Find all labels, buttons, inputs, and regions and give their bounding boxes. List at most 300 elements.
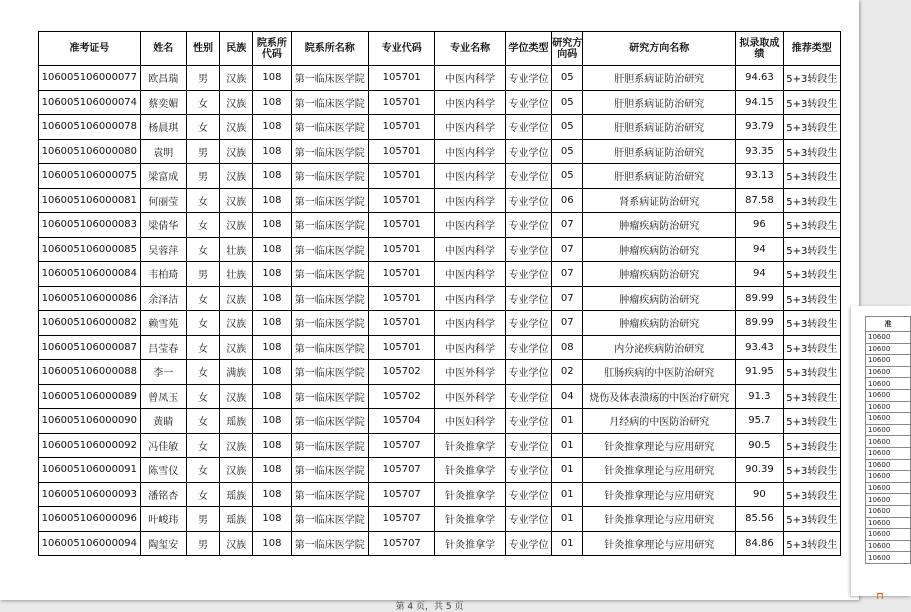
table-cell: 中医外科学 (435, 360, 505, 385)
table-cell: 106005106000075 (39, 164, 141, 189)
table-cell: 汉族 (220, 531, 253, 556)
table-cell: 108 (253, 90, 291, 115)
table-cell: 105701 (369, 164, 435, 189)
table-row (39, 115, 841, 140)
table-cell: 105707 (369, 433, 435, 458)
table-row (39, 286, 841, 311)
table-row (39, 458, 841, 483)
table-cell: 5+3转段生 (783, 531, 840, 556)
table-cell: 女 (186, 384, 219, 409)
next-page-cell: 10600 (866, 401, 911, 413)
table-cell: 93.35 (736, 139, 783, 164)
table-cell: 5+3转段生 (783, 409, 840, 434)
next-page-cell: 10600 (866, 378, 911, 390)
table-cell: 07 (552, 286, 583, 311)
table-cell: 105702 (369, 360, 435, 385)
table-cell: 余泽洁 (140, 286, 186, 311)
table-cell: 90 (736, 482, 783, 507)
table-cell: 84.86 (736, 531, 783, 556)
table-cell: 01 (552, 507, 583, 532)
table-cell: 95.7 (736, 409, 783, 434)
table-cell: 5+3转段生 (783, 213, 840, 238)
next-page-cell: 10600 (866, 494, 911, 506)
table-cell: 黄睛 (140, 409, 186, 434)
table-cell: 108 (253, 164, 291, 189)
table-cell: 05 (552, 66, 583, 91)
column-header: 专业名称 (435, 32, 505, 66)
table-cell: 105701 (369, 262, 435, 287)
table-cell: 106005106000078 (39, 115, 141, 140)
table-cell: 汉族 (220, 90, 253, 115)
table-cell: 02 (552, 360, 583, 385)
table-cell: 5+3转段生 (783, 262, 840, 287)
column-header: 民族 (220, 32, 253, 66)
table-cell: 陈雪仪 (140, 458, 186, 483)
table-cell: 韦柏琦 (140, 262, 186, 287)
table-row (39, 237, 841, 262)
table-cell: 中医内科学 (435, 262, 505, 287)
table-cell: 第一临床医学院 (291, 237, 368, 262)
table-cell: 106005106000089 (39, 384, 141, 409)
table-cell: 5+3转段生 (783, 164, 840, 189)
table-cell: 月经病的中医防治研究 (583, 409, 736, 434)
table-cell: 针灸推拿理论与应用研究 (583, 507, 736, 532)
table-cell: 05 (552, 139, 583, 164)
table-cell: 106005106000077 (39, 66, 141, 91)
table-cell: 汉族 (220, 286, 253, 311)
table-cell: 汉族 (220, 433, 253, 458)
column-header: 推荐类型 (783, 32, 840, 66)
table-cell: 108 (253, 213, 291, 238)
table-cell: 针灸推拿学 (435, 531, 505, 556)
table-cell: 女 (186, 213, 219, 238)
next-page-cell: 10600 (866, 389, 911, 401)
table-row (39, 66, 841, 91)
table-cell: 89.99 (736, 286, 783, 311)
table-row (39, 311, 841, 336)
table-cell: 01 (552, 458, 583, 483)
table-cell: 108 (253, 188, 291, 213)
table-cell: 女 (186, 409, 219, 434)
table-cell: 专业学位 (505, 409, 551, 434)
table-cell: 李一 (140, 360, 186, 385)
table-cell: 108 (253, 311, 291, 336)
table-cell: 第一临床医学院 (291, 507, 368, 532)
table-cell: 叶峻玮 (140, 507, 186, 532)
table-cell: 专业学位 (505, 433, 551, 458)
table-cell: 女 (186, 115, 219, 140)
table-cell: 105701 (369, 335, 435, 360)
table-cell: 肝胆系病证防治研究 (583, 115, 736, 140)
table-cell: 第一临床医学院 (291, 262, 368, 287)
table-cell: 女 (186, 311, 219, 336)
table-cell: 壮族 (220, 237, 253, 262)
table-cell: 中医内科学 (435, 164, 505, 189)
table-cell: 105701 (369, 237, 435, 262)
table-row (39, 188, 841, 213)
table-cell: 男 (186, 164, 219, 189)
table-cell: 106005106000074 (39, 90, 141, 115)
table-cell: 106005106000088 (39, 360, 141, 385)
table-cell: 杨晨琪 (140, 115, 186, 140)
table-cell: 中医内科学 (435, 335, 505, 360)
table-cell: 105707 (369, 458, 435, 483)
table-cell: 第一临床医学院 (291, 66, 368, 91)
table-cell: 男 (186, 139, 219, 164)
table-cell: 106005106000080 (39, 139, 141, 164)
table-cell: 93.43 (736, 335, 783, 360)
next-page-cell: 10600 (866, 529, 911, 541)
table-row (39, 213, 841, 238)
table-row (39, 139, 841, 164)
table-cell: 女 (186, 90, 219, 115)
next-page-cell: 10600 (866, 540, 911, 552)
table-cell: 女 (186, 360, 219, 385)
table-cell: 106005106000086 (39, 286, 141, 311)
table-cell: 肿瘤疾病防治研究 (583, 237, 736, 262)
next-page-cell: 10600 (866, 482, 911, 494)
table-cell: 专业学位 (505, 311, 551, 336)
table-cell: 01 (552, 409, 583, 434)
next-page-cell: 10600 (866, 413, 911, 425)
table-cell: 第一临床医学院 (291, 115, 368, 140)
table-cell: 专业学位 (505, 115, 551, 140)
table-cell: 07 (552, 213, 583, 238)
table-cell: 5+3转段生 (783, 433, 840, 458)
table-cell: 针灸推拿学 (435, 433, 505, 458)
table-row (39, 335, 841, 360)
table-cell: 专业学位 (505, 237, 551, 262)
table-cell: 汉族 (220, 311, 253, 336)
next-page-cell: 10600 (866, 424, 911, 436)
table-cell: 中医内科学 (435, 311, 505, 336)
table-row (39, 384, 841, 409)
table-cell: 108 (253, 115, 291, 140)
table-cell: 87.58 (736, 188, 783, 213)
table-cell: 08 (552, 335, 583, 360)
table-cell: 专业学位 (505, 531, 551, 556)
table-cell: 108 (253, 507, 291, 532)
table-cell: 瑶族 (220, 507, 253, 532)
table-cell: 5+3转段生 (783, 335, 840, 360)
next-page-cell: 10600 (866, 505, 911, 517)
table-cell: 第一临床医学院 (291, 433, 368, 458)
table-cell: 专业学位 (505, 507, 551, 532)
table-cell: 106005106000085 (39, 237, 141, 262)
table-cell: 壮族 (220, 262, 253, 287)
column-header: 姓名 (140, 32, 186, 66)
table-cell: 5+3转段生 (783, 115, 840, 140)
table-cell: 中医内科学 (435, 66, 505, 91)
table-cell: 女 (186, 188, 219, 213)
table-cell: 105707 (369, 507, 435, 532)
table-cell: 第一临床医学院 (291, 139, 368, 164)
table-cell: 专业学位 (505, 188, 551, 213)
column-header: 研究方向码 (552, 32, 583, 66)
next-page-header-cell: 准 (866, 317, 911, 332)
table-cell: 第一临床医学院 (291, 409, 368, 434)
next-page-cell: 10600 (866, 552, 911, 564)
table-cell: 女 (186, 237, 219, 262)
table-cell: 05 (552, 164, 583, 189)
table-cell: 5+3转段生 (783, 360, 840, 385)
table-cell: 赖雪苑 (140, 311, 186, 336)
table-cell: 106005106000087 (39, 335, 141, 360)
table-cell: 中医内科学 (435, 115, 505, 140)
table-cell: 108 (253, 433, 291, 458)
table-cell: 106005106000091 (39, 458, 141, 483)
table-cell: 5+3转段生 (783, 286, 840, 311)
table-cell: 07 (552, 311, 583, 336)
table-cell: 5+3转段生 (783, 237, 840, 262)
table-cell: 肿瘤疾病防治研究 (583, 286, 736, 311)
table-cell: 中医外科学 (435, 384, 505, 409)
table-cell: 欧昌瑞 (140, 66, 186, 91)
table-cell: 5+3转段生 (783, 384, 840, 409)
next-page-cell: 10600 (866, 355, 911, 367)
next-page-cell: 10600 (866, 366, 911, 378)
table-cell: 专业学位 (505, 90, 551, 115)
table-cell: 106005106000092 (39, 433, 141, 458)
table-cell: 第一临床医学院 (291, 482, 368, 507)
table-cell: 105701 (369, 66, 435, 91)
table-cell: 91.95 (736, 360, 783, 385)
table-cell: 106005106000084 (39, 262, 141, 287)
table-cell: 专业学位 (505, 482, 551, 507)
table-cell: 肿瘤疾病防治研究 (583, 262, 736, 287)
table-header (39, 32, 841, 66)
table-cell: 中医妇科学 (435, 409, 505, 434)
table-cell: 针灸推拿理论与应用研究 (583, 531, 736, 556)
table-cell: 108 (253, 360, 291, 385)
table-cell: 冯佳敏 (140, 433, 186, 458)
table-cell: 106005106000093 (39, 482, 141, 507)
table-cell: 第一临床医学院 (291, 458, 368, 483)
table-cell: 肿瘤疾病防治研究 (583, 311, 736, 336)
table-cell: 汉族 (220, 66, 253, 91)
table-cell: 108 (253, 237, 291, 262)
table-cell: 蔡奕媚 (140, 90, 186, 115)
table-cell: 94 (736, 237, 783, 262)
table-cell: 专业学位 (505, 164, 551, 189)
table-cell: 肛肠疾病的中医防治研究 (583, 360, 736, 385)
next-page-table (865, 316, 911, 564)
table-cell: 91.3 (736, 384, 783, 409)
table-cell: 90.5 (736, 433, 783, 458)
table-cell: 吴蓉萍 (140, 237, 186, 262)
column-header: 准考证号 (39, 32, 141, 66)
column-header: 性别 (186, 32, 219, 66)
pdf-tool-icon[interactable]: ⊓ (876, 591, 884, 602)
table-cell: 94.15 (736, 90, 783, 115)
page-footer (0, 599, 859, 612)
next-page-cell: 10600 (866, 459, 911, 471)
table-cell: 04 (552, 384, 583, 409)
table-cell: 105701 (369, 213, 435, 238)
table-cell: 5+3转段生 (783, 139, 840, 164)
column-header: 学位类型 (505, 32, 551, 66)
table-cell: 专业学位 (505, 360, 551, 385)
table-cell: 针灸推拿理论与应用研究 (583, 458, 736, 483)
column-header: 研究方向名称 (583, 32, 736, 66)
table-cell: 潘铭杏 (140, 482, 186, 507)
table-cell: 96 (736, 213, 783, 238)
table-cell: 肝胆系病证防治研究 (583, 66, 736, 91)
table-cell: 01 (552, 531, 583, 556)
table-row (39, 507, 841, 532)
table-cell: 105702 (369, 384, 435, 409)
table-cell: 01 (552, 482, 583, 507)
next-page-cell: 10600 (866, 447, 911, 459)
table-cell: 针灸推拿学 (435, 458, 505, 483)
table-cell: 108 (253, 458, 291, 483)
table-row (39, 433, 841, 458)
table-cell: 中医内科学 (435, 213, 505, 238)
table-cell: 108 (253, 531, 291, 556)
table-cell: 肝胆系病证防治研究 (583, 90, 736, 115)
table-cell: 专业学位 (505, 458, 551, 483)
table-cell: 袁明 (140, 139, 186, 164)
table-cell: 06 (552, 188, 583, 213)
table-cell: 专业学位 (505, 286, 551, 311)
next-page-cell: 10600 (866, 517, 911, 529)
table-cell: 07 (552, 237, 583, 262)
table-cell: 汉族 (220, 458, 253, 483)
table-cell: 女 (186, 286, 219, 311)
table-cell: 108 (253, 482, 291, 507)
table-cell: 汉族 (220, 384, 253, 409)
table-cell: 108 (253, 262, 291, 287)
table-cell: 89.99 (736, 311, 783, 336)
table-cell: 94.63 (736, 66, 783, 91)
table-cell: 第一临床医学院 (291, 311, 368, 336)
table-cell: 106005106000094 (39, 531, 141, 556)
table-cell: 第一临床医学院 (291, 90, 368, 115)
table-cell: 85.56 (736, 507, 783, 532)
table-cell: 第一临床医学院 (291, 335, 368, 360)
table-cell: 105701 (369, 286, 435, 311)
table-cell: 肝胆系病证防治研究 (583, 164, 736, 189)
table-cell: 106005106000082 (39, 311, 141, 336)
table-cell: 肾系病证防治研究 (583, 188, 736, 213)
table-cell: 专业学位 (505, 335, 551, 360)
table-cell: 专业学位 (505, 66, 551, 91)
table-cell: 中医内科学 (435, 286, 505, 311)
table-cell: 第一临床医学院 (291, 188, 368, 213)
table-cell: 何丽莹 (140, 188, 186, 213)
table-row (39, 360, 841, 385)
table-cell: 女 (186, 433, 219, 458)
table-cell: 汉族 (220, 139, 253, 164)
table-cell: 106005106000083 (39, 213, 141, 238)
table-cell: 中医内科学 (435, 237, 505, 262)
next-page-preview[interactable] (851, 306, 911, 596)
table-cell: 108 (253, 409, 291, 434)
table-cell: 105701 (369, 139, 435, 164)
table-cell: 专业学位 (505, 384, 551, 409)
table-cell: 108 (253, 66, 291, 91)
table-cell: 男 (186, 66, 219, 91)
table-cell: 中医内科学 (435, 139, 505, 164)
table-cell: 108 (253, 384, 291, 409)
table-cell: 105701 (369, 311, 435, 336)
table-cell: 106005106000081 (39, 188, 141, 213)
header-row (39, 32, 841, 66)
table-row (39, 482, 841, 507)
table-cell: 108 (253, 335, 291, 360)
table-cell: 针灸推拿理论与应用研究 (583, 482, 736, 507)
table-cell: 女 (186, 458, 219, 483)
table-cell: 105701 (369, 115, 435, 140)
next-page-cell: 10600 (866, 343, 911, 355)
table-cell: 针灸推拿学 (435, 482, 505, 507)
table-cell: 90.39 (736, 458, 783, 483)
table-cell: 专业学位 (505, 139, 551, 164)
table-cell: 106005106000090 (39, 409, 141, 434)
table-row (39, 409, 841, 434)
table-cell: 第一临床医学院 (291, 360, 368, 385)
table-row (39, 262, 841, 287)
table-cell: 曾凤玉 (140, 384, 186, 409)
column-header: 专业代码 (369, 32, 435, 66)
table-cell: 105701 (369, 188, 435, 213)
table-cell: 男 (186, 262, 219, 287)
page-number-text: 第 4 页，共 5 页 (395, 602, 464, 612)
table-cell: 梁富成 (140, 164, 186, 189)
table-cell: 专业学位 (505, 213, 551, 238)
table-cell: 07 (552, 262, 583, 287)
table-cell: 汉族 (220, 213, 253, 238)
table-cell: 汉族 (220, 115, 253, 140)
table-cell: 105707 (369, 482, 435, 507)
table-cell: 5+3转段生 (783, 507, 840, 532)
table-cell: 陶玺安 (140, 531, 186, 556)
column-header: 拟录取成绩 (736, 32, 783, 66)
table-cell: 第一临床医学院 (291, 384, 368, 409)
table-row (39, 164, 841, 189)
table-cell: 肝胆系病证防治研究 (583, 139, 736, 164)
table-cell: 5+3转段生 (783, 66, 840, 91)
table-cell: 05 (552, 90, 583, 115)
table-cell: 汉族 (220, 188, 253, 213)
table-cell: 女 (186, 335, 219, 360)
next-page-cell: 10600 (866, 332, 911, 344)
table-cell: 专业学位 (505, 262, 551, 287)
table-cell: 105707 (369, 531, 435, 556)
table-cell: 男 (186, 531, 219, 556)
table-cell: 05 (552, 115, 583, 140)
table-cell: 瑶族 (220, 482, 253, 507)
table-cell: 内分泌疾病防治研究 (583, 335, 736, 360)
table-cell: 01 (552, 433, 583, 458)
column-header: 院系所代码 (253, 32, 291, 66)
table-cell: 5+3转段生 (783, 90, 840, 115)
table-cell: 106005106000096 (39, 507, 141, 532)
table-cell: 5+3转段生 (783, 482, 840, 507)
next-page-cell: 10600 (866, 436, 911, 448)
table-cell: 105704 (369, 409, 435, 434)
table-cell: 肿瘤疾病防治研究 (583, 213, 736, 238)
table-cell: 93.13 (736, 164, 783, 189)
table-cell: 5+3转段生 (783, 311, 840, 336)
column-header: 院系所名称 (291, 32, 368, 66)
table-cell: 5+3转段生 (783, 188, 840, 213)
table-cell: 中医内科学 (435, 188, 505, 213)
table-cell: 第一临床医学院 (291, 213, 368, 238)
table-cell: 第一临床医学院 (291, 164, 368, 189)
table-cell: 108 (253, 286, 291, 311)
table-cell: 93.79 (736, 115, 783, 140)
